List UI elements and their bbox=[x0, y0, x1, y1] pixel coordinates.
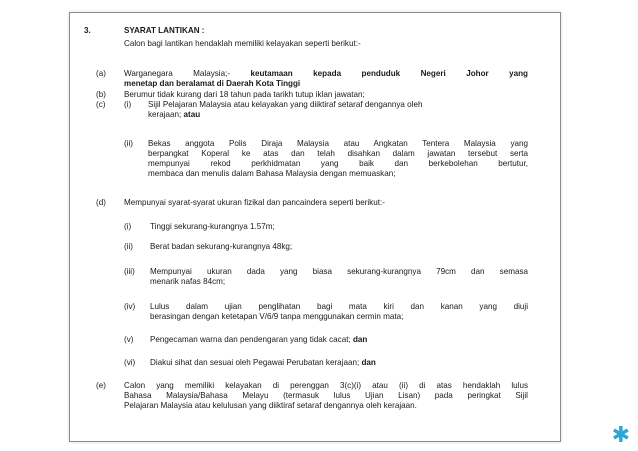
item-d-iv-line1: Lulus dalam ujian penglihatan bagi mata kiri dan kanan yang diuji bbox=[150, 302, 528, 311]
item-d-iii-label: (iii) bbox=[124, 267, 135, 276]
item-b-text: Berumur tidak kurang dari 18 tahun pada tarikh tutup iklan jawatan; bbox=[124, 90, 365, 99]
item-e-line1: Calon yang memiliki kelayakan di perenggan 3(c)(i) atau (ii) di atas hendaklah lulus bbox=[124, 381, 528, 390]
item-d-iv-line2: berasingan dengan ketetapan V/6/9 tanpa menggunakan cermin mata; bbox=[150, 312, 404, 321]
item-c-ii-line2: berpangkat Koperal ke atas dan telah disahkan dalam jawatan tersebut serta bbox=[148, 149, 528, 158]
item-c-ii-label: (ii) bbox=[124, 139, 133, 148]
item-d-iii-line1: Mempunyai ukuran dada yang biasa sekurang-kurangnya 79cm dan semasa bbox=[150, 267, 528, 276]
item-c-i-emphasis: atau bbox=[183, 110, 201, 119]
item-d-iv-label: (iv) bbox=[124, 302, 136, 311]
item-d-vi-label: (vi) bbox=[124, 358, 136, 367]
item-c-label: (c) bbox=[96, 100, 106, 109]
item-a-emphasis: keutamaan kepada penduduk Negeri Johor yang bbox=[250, 69, 528, 78]
item-e-label: (e) bbox=[96, 381, 106, 390]
item-a-line1 bbox=[124, 69, 528, 79]
asterisk-decoration-icon: ✱ bbox=[611, 423, 630, 448]
item-d-iii-line2: menarik nafas 84cm; bbox=[150, 277, 226, 286]
item-d-text: Mempunyai syarat-syarat ukuran fizikal dan pancaindera seperti berikut:- bbox=[124, 198, 385, 207]
item-d-v-text: Pengecaman warna dan pendengaran yang tidak cacat; bbox=[150, 335, 353, 344]
item-a-label: (a) bbox=[96, 69, 106, 78]
item-d-vi-emphasis: dan bbox=[361, 358, 376, 367]
item-d-ii-text: Berat badan sekurang-kurangnya 48kg; bbox=[150, 242, 293, 251]
section-title: SYARAT LANTIKAN : bbox=[124, 26, 205, 35]
item-e-line3: Pelajaran Malaysia atau kelulusan yang diiktiraf setaraf dengannya oleh kerajaan. bbox=[124, 401, 417, 410]
item-d-i-text: Tinggi sekurang-kurangnya 1.57m; bbox=[150, 222, 275, 231]
item-d-v-label: (v) bbox=[124, 335, 134, 344]
item-c-i-text: kerajaan; bbox=[148, 110, 184, 119]
item-c-ii-line1: Bekas anggota Polis Diraja Malaysia atau Angkatan Tentera Malaysia yang bbox=[148, 139, 528, 148]
item-a-line2: menetap dan beralamat di Daerah Kota Tinggi bbox=[124, 79, 301, 88]
item-d-vi-text: Diakui sihat dan sesuai oleh Pegawai Perubatan kerajaan; bbox=[150, 358, 362, 367]
item-d-label: (d) bbox=[96, 198, 106, 207]
document-page bbox=[69, 12, 561, 442]
section-number: 3. bbox=[84, 26, 91, 35]
section-intro: Calon bagi lantikan hendaklah memiliki kelayakan seperti berikut:- bbox=[124, 39, 361, 48]
item-c-i-line2 bbox=[148, 110, 200, 120]
item-c-ii-line3: mempunyai rekod perkhidmatan yang baik dan berkebolehan bertutur, bbox=[148, 159, 528, 168]
item-d-i-label: (i) bbox=[124, 222, 132, 231]
item-b-label: (b) bbox=[96, 90, 106, 99]
item-c-i-label: (i) bbox=[124, 100, 132, 109]
item-d-v-emphasis: dan bbox=[352, 335, 368, 344]
item-a-text: Warganegara Malaysia;- bbox=[124, 69, 251, 78]
item-d-v-line bbox=[150, 335, 367, 345]
item-d-vi-line bbox=[150, 358, 376, 368]
item-d-ii-label: (ii) bbox=[124, 242, 133, 251]
item-c-i-line1: Sijil Pelajaran Malaysia atau kelayakan yang diiktiraf setaraf dengannya oleh bbox=[148, 100, 423, 109]
item-e-line2: Bahasa Malaysia/Bahasa Melayu (termasuk lulus Ujian Lisan) pada peringkat Sijil bbox=[124, 391, 528, 400]
item-c-ii-line4: membaca dan menulis dalam Bahasa Malaysia dengan memuaskan; bbox=[148, 169, 396, 178]
